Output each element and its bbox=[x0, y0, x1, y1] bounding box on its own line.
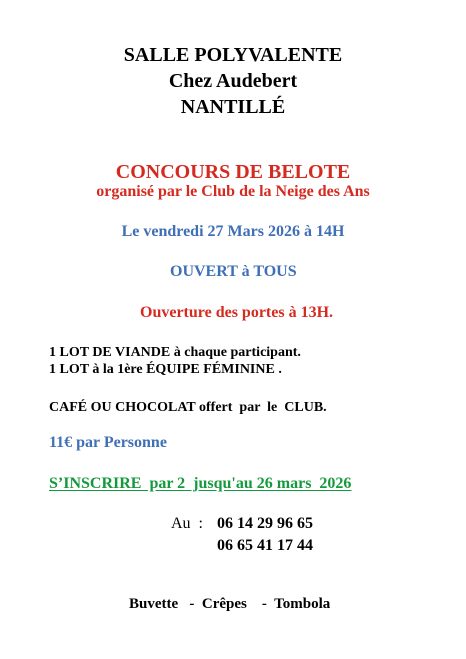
prize-line-2: 1 LOT à la 1ère ÉQUIPE FÉMININE . bbox=[49, 362, 282, 377]
venue-host: Chez Audebert bbox=[168, 70, 298, 92]
contact-phone-1: 06 14 29 96 65 bbox=[217, 515, 313, 532]
venue-name: SALLE POLYVALENTE bbox=[123, 44, 343, 66]
footer-activities: Buvette - Crêpes - Tombola bbox=[129, 596, 331, 612]
event-doors: Ouverture des portes à 13H. bbox=[140, 304, 334, 321]
event-organizer: organisé par le Club de la Neige des Ans bbox=[96, 183, 370, 200]
contact-label: Au : bbox=[171, 515, 203, 532]
prize-line-1: 1 LOT DE VIANDE à chaque participant. bbox=[49, 345, 301, 360]
offer-text: CAFÉ OU CHOCOLAT offert par le CLUB. bbox=[49, 400, 327, 415]
event-date: Le vendredi 27 Mars 2026 à 14H bbox=[121, 223, 345, 240]
event-open-to: OUVERT à TOUS bbox=[170, 263, 297, 280]
price-text: 11€ par Personne bbox=[49, 434, 167, 451]
venue-town: NANTILLÉ bbox=[180, 96, 286, 118]
registration-text: S’INSCRIRE par 2 jusqu'au 26 mars 2026 bbox=[49, 475, 352, 492]
event-title: CONCOURS DE BELOTE bbox=[115, 161, 351, 183]
contact-phone-2: 06 65 41 17 44 bbox=[217, 537, 313, 554]
